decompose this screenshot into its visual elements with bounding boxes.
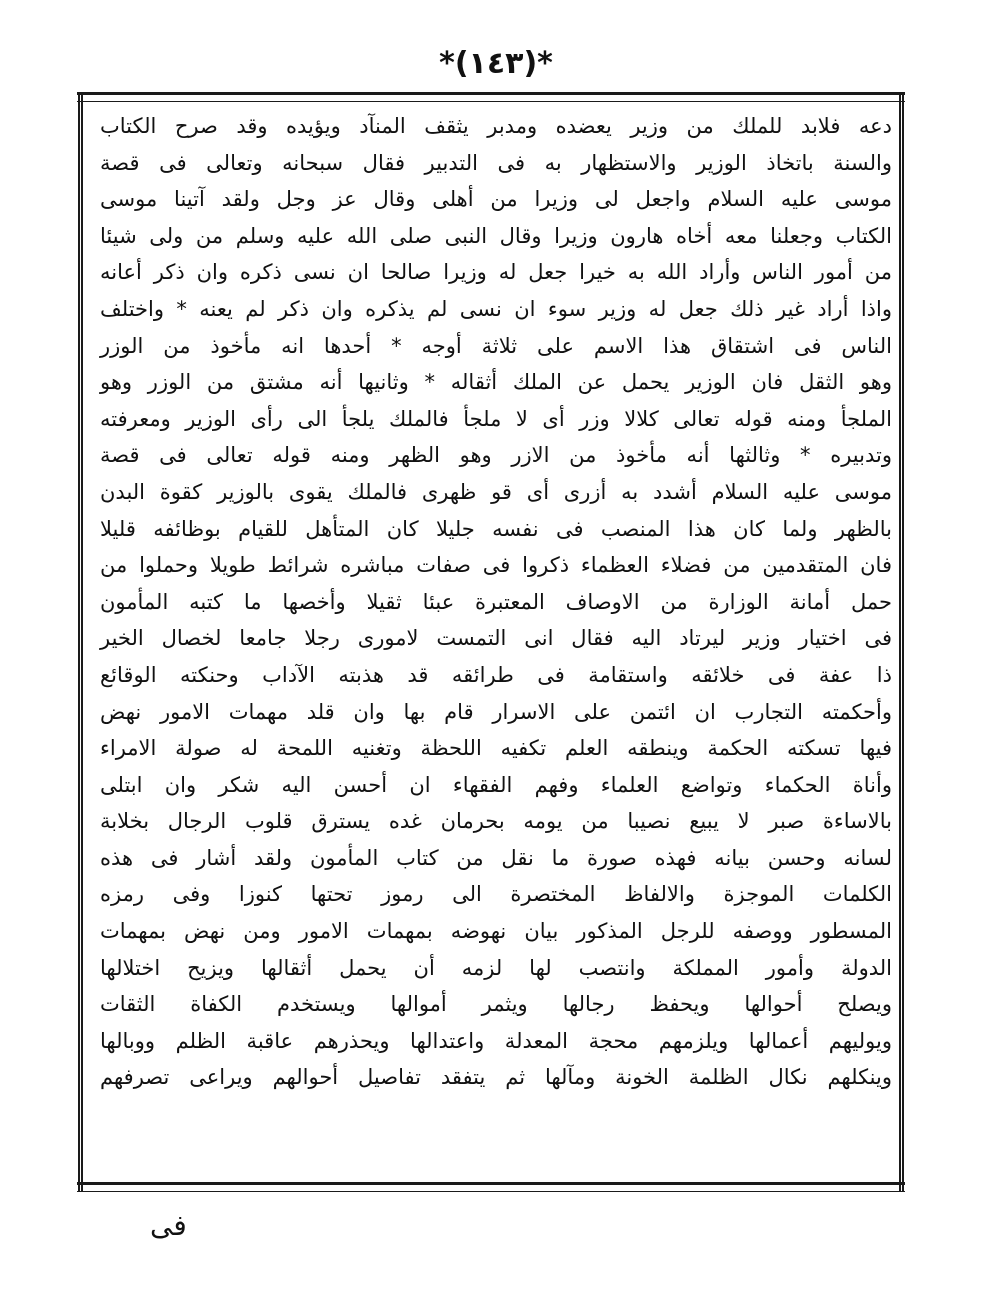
text-line: ويوليهم أعمالها ويلزمهم محجة المعدلة واعتدالها ويحذرهم عاقبة الظلم ووبالها	[100, 1028, 892, 1053]
text-line: الدولة وأمور المملكة وانتصب لها لزمه أن يحمل أثقالها ويزيح اختلالها	[100, 955, 892, 980]
text-line: وهو الثقل فان الوزير يحمل عن الملك أثقاله * وثانيها أنه مشتق من الوزر وهو	[100, 370, 892, 395]
text-line: بالظهر ولما كان هذا المنصب فى نفسه جليلا كان المتأهل للقيام بوظائفه قليلا	[100, 516, 892, 541]
text-line: وينكلهم نكال الظلمة الخونة ومآلها ثم يتفقد تفاصيل أحوالهم ويراعى تصرفهم	[100, 1065, 892, 1090]
text-line: فى اختيار وزير ليرتاد اليه فقال انى التمست لامورى رجلا جامعا لخصال الخير	[100, 626, 892, 651]
page-number: *(١٤٣)*	[439, 46, 553, 81]
text-line: الكلمات الموجزة والالفاظ المختصرة الى رموز تحتها كنوزا وفى رمزه	[100, 882, 892, 907]
catchword: فى	[150, 1209, 187, 1242]
text-line: وأحكمته التجارب ان ائتمن على الاسرار قام بها وان قلد مهمات الامور نهض	[100, 699, 892, 724]
text-line: ذا عفة فى خلائقه واستقامة فى طرائقه قد هذبته الآداب وحنكته الوقائع	[100, 662, 892, 687]
text-line: واذا أراد غير ذلك جعل له وزير سوء ان نسى لم يذكره وان ذكر لم يعنه * واختلف	[100, 296, 892, 321]
text-line: الناس فى اشتقاق هذا الاسم على ثلاثة أوجه * أحدها انه مأخوذ من الوزر	[100, 333, 892, 358]
text-line: وأناة الحكماء وتواضع العلماء وفهم الفقهاء ان أحسن اليه شكر وان ابتلى	[100, 772, 892, 797]
text-line: ويصلح أحوالها ويحفظ رجالها ويثمر أموالها ويستخدم الكفاة الثقات	[100, 992, 892, 1017]
text-line: فيها تسكته الحكمة وينطقه العلم تكفيه اللحظة وتغنيه اللمحة له صولة الامراء	[100, 736, 892, 761]
text-line: من أمور الناس وأراد الله به خيرا جعل له وزيرا صالحا ان نسى ذكره وان ذكر أعانه	[100, 260, 892, 285]
body-text	[96, 108, 896, 1188]
text-line: فان المتقدمين من فضلاء العظماء ذكروا فى صفات مباشره شرائط طويلا وحملوا من	[100, 553, 892, 578]
text-line: الملجأ ومنه قوله تعالى كلالا وزر أى لا ملجأ فالملك يلجأ الى رأى الوزير ومعرفته	[100, 406, 892, 431]
frame-top-rule	[77, 92, 905, 102]
text-line: دعه فلابد للملك من وزير يعضده ومدبر يثقف المنآد ويؤيده وقد صرح الكتاب	[100, 114, 892, 138]
text-line: الكتاب وجعلنا معه أخاه هارون وزيرا وقال النبى صلى الله عليه وسلم من ولى شيئا	[100, 223, 892, 248]
text-line: المسطور ووصفه للرجل المذكور بيان نهوضه بمهمات الامور ومن نهض بمهمات	[100, 919, 892, 944]
text-line: بالاساءة صبر لا يبيع نصيبا من يومه بحرمان غده يسترق قلوب الرجال بخلابة	[100, 809, 892, 834]
text-line: حمل أمانة الوزارة من الاوصاف المعتبرة عبئا ثقيلا وأخصها ما كتبه المأمون	[100, 589, 892, 614]
text-line: وتدبيره * وثالثها أنه مأخوذ من الازر وهو الظهر ومنه قوله تعالى فى قصة	[100, 443, 892, 468]
text-line: موسى عليه السلام واجعل لى وزيرا من أهلى وقال عز وجل ولقد آتينا موسى	[100, 187, 892, 212]
text-line: والسنة باتخاذ الوزير والاستظهار به فى التدبير فقال سبحانه وتعالى فى قصة	[100, 150, 892, 175]
text-line: لسانه وحسن بيانه فهذه صورة ما نقل من كتاب المأمون ولقد أشار فى هذه	[100, 845, 892, 870]
text-line: موسى عليه السلام أشدد به أزرى أى قو ظهرى فالملك يقوى بالوزير كقوة البدن	[100, 479, 892, 504]
